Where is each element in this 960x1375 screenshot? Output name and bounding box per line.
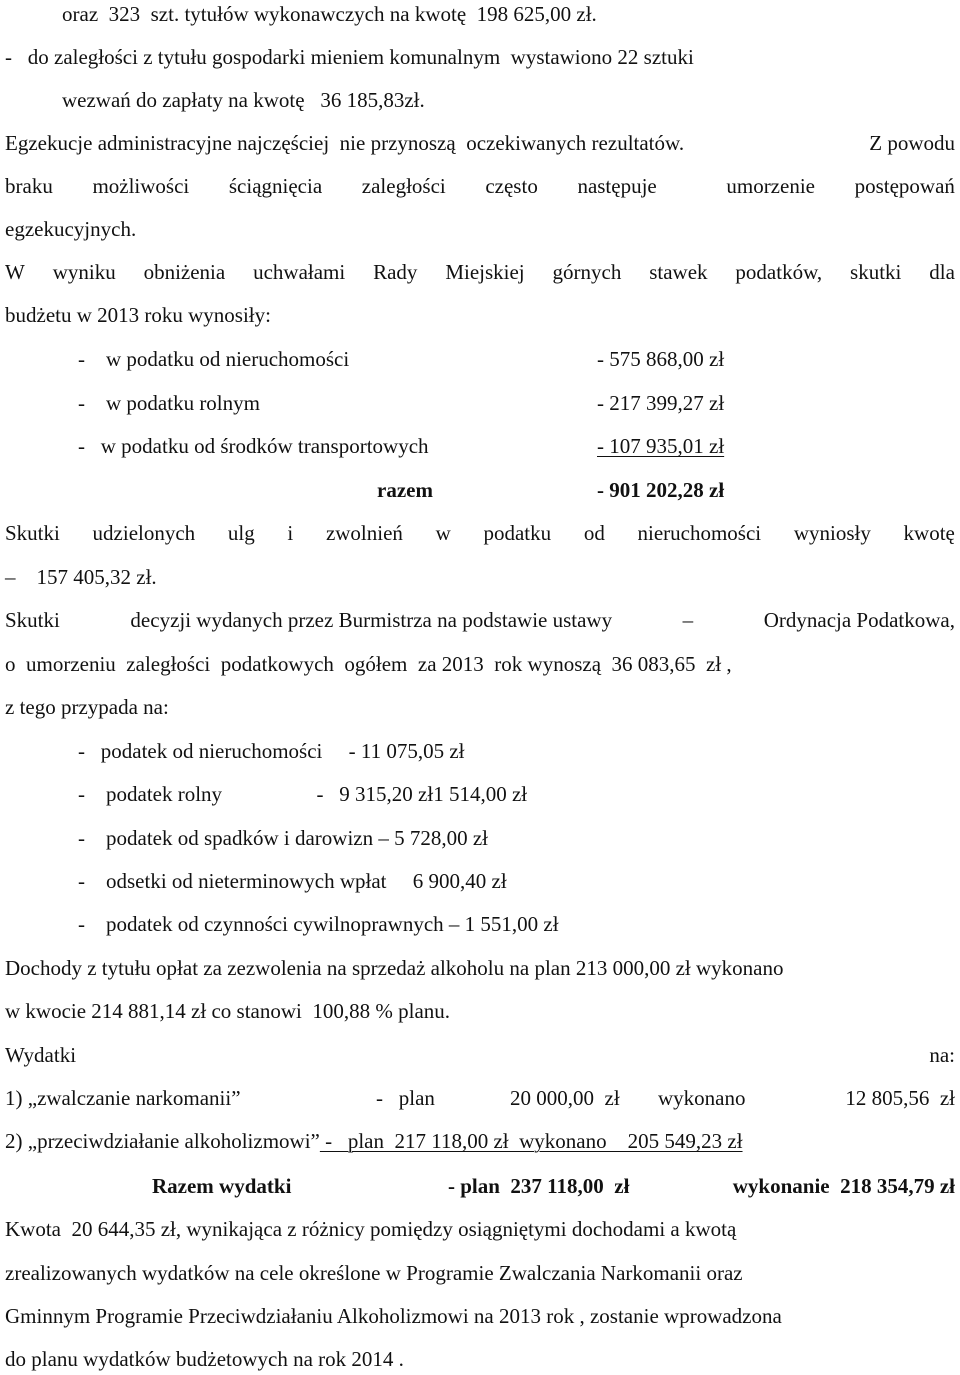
decisions-line-1 [5, 610, 955, 631]
tax-item-label: - w podatku od środków transportowych [78, 434, 429, 458]
word: kwotę [903, 521, 955, 545]
intro-line-6: egzekucyjnych. [5, 217, 137, 241]
word: zaległości [361, 174, 446, 198]
word: obniżenia [143, 260, 226, 284]
decision-item: - odsetki od nieterminowych wpłat 6 900,40 zł [78, 869, 507, 893]
word: podatków, [735, 260, 823, 284]
closing-line-3: Gminnym Programie Przeciwdziałaniu Alkoholizmowi na 2013 rok , zostanie wprowadzona [5, 1304, 782, 1328]
word: nieruchomości [637, 521, 762, 545]
word: wyniku [52, 260, 116, 284]
word: udzielonych [92, 521, 196, 545]
expense-row-1-done-label: wykonano [658, 1086, 746, 1110]
decisions-line-2: o umorzeniu zaległości podatkowych ogółem za 2013 rok wynoszą 36 083,65 zł , [5, 652, 732, 676]
expenses-header [5, 1045, 955, 1066]
intro-line-2: - do zaległości z tytułu gospodarki mieniem komunalnym wystawiono 22 sztuki [5, 45, 694, 69]
reliefs-line-2: – 157 405,32 zł. [5, 565, 157, 589]
expense-row-1-plan-value: 20 000,00 zł [510, 1086, 620, 1110]
tax-item-value: - 575 868,00 zł [597, 347, 725, 371]
closing-line-1: Kwota 20 644,35 zł, wynikająca z różnicy pomiędzy osiągniętymi dochodami a kwotą [5, 1217, 737, 1241]
intro-line-4-a: Egzekucje administracyjne najczęściej nie przynoszą oczekiwanych rezultatów. [5, 131, 685, 155]
tax-item-label: - w podatku rolnym [78, 391, 260, 415]
tax-total-label: razem [377, 478, 433, 502]
word: górnych [552, 260, 622, 284]
word: od [583, 521, 605, 545]
closing-line-2: zrealizowanych wydatków na cele określone w Programie Zwalczania Narkomanii oraz [5, 1261, 743, 1285]
expense-row-1-plan-label: - plan [376, 1086, 435, 1110]
word: podatku [483, 521, 552, 545]
word: umorzenie [726, 174, 815, 198]
expenses-left: Wydatki [5, 1043, 77, 1067]
tax-total-value: - 901 202,28 zł [597, 478, 725, 502]
word: decyzji wydanych przez Burmistrza na podstawie ustawy [130, 608, 613, 632]
closing-line-4: do planu wydatków budżetowych na rok 2014 . [5, 1347, 404, 1371]
tax-item-label: - w podatku od nieruchomości [78, 347, 350, 371]
decision-item: - podatek od czynności cywilnoprawnych – 1 551,00 zł [78, 912, 559, 936]
tax-rates-line-1 [5, 262, 955, 283]
reliefs-line-1 [5, 523, 955, 544]
intro-line-5 [5, 176, 955, 197]
word: Skutki [5, 521, 60, 545]
word: stawek [649, 260, 708, 284]
tax-rates-line-2: budżetu w 2013 roku wynosiły: [5, 303, 271, 327]
word: uchwałami [253, 260, 346, 284]
word: często [485, 174, 538, 198]
expense-row-2-name: 2) „przeciwdziałanie alkoholizmowi” [5, 1129, 320, 1153]
expenses-total-done: wykonanie 218 354,79 zł [732, 1174, 955, 1198]
word: braku [5, 174, 53, 198]
word: – [682, 608, 694, 632]
decisions-line-3: z tego przypada na: [5, 695, 169, 719]
expense-row-2 [5, 1131, 743, 1152]
word: dla [929, 260, 955, 284]
word: ulg [227, 521, 255, 545]
expenses-total-plan: - plan 237 118,00 zł [448, 1174, 630, 1198]
intro-line-4 [5, 133, 955, 154]
word: W [5, 260, 25, 284]
word: Ordynacja Podatkowa, [763, 608, 955, 632]
expenses-right: na: [929, 1043, 955, 1067]
word: i [287, 521, 294, 545]
alcohol-line-1: Dochody z tytułu opłat za zezwolenia na sprzedaż alkoholu na plan 213 000,00 zł wykonano [5, 956, 784, 980]
word: Skutki [5, 608, 60, 632]
word: następuje [577, 174, 657, 198]
word: Miejskiej [445, 260, 525, 284]
word: w [435, 521, 451, 545]
decision-item: - podatek rolny - 9 315,20 zł1 514,00 zł [78, 782, 528, 806]
intro-line-1: oraz 323 szt. tytułów wykonawczych na kwotę 198 625,00 zł. [62, 2, 597, 26]
intro-line-3: wezwań do zapłaty na kwotę 36 185,83zł. [62, 88, 425, 112]
word: Rady [373, 260, 418, 284]
word: zwolnień [325, 521, 403, 545]
word: ściągnięcia [228, 174, 323, 198]
word: postępowań [854, 174, 955, 198]
expense-row-1-name: 1) „zwalczanie narkomanii” [5, 1086, 241, 1110]
intro-line-4-b: Z powodu [869, 131, 955, 155]
tax-item-value: - 217 399,27 zł [597, 391, 725, 415]
alcohol-line-2: w kwocie 214 881,14 zł co stanowi 100,88 % planu. [5, 999, 451, 1023]
word: skutki [850, 260, 902, 284]
tax-item-value: - 107 935,01 zł [597, 434, 725, 458]
expense-row-2-rest: - plan 217 118,00 zł wykonano 205 549,23 zł [319, 1129, 743, 1153]
expenses-total-label: Razem wydatki [152, 1174, 292, 1198]
expense-row-1-done-value: 12 805,56 zł [845, 1086, 955, 1110]
word: wyniosły [793, 521, 871, 545]
decision-item: - podatek od spadków i darowizn – 5 728,00 zł [78, 826, 489, 850]
word: możliwości [92, 174, 190, 198]
decision-item: - podatek od nieruchomości - 11 075,05 zł [78, 739, 465, 763]
